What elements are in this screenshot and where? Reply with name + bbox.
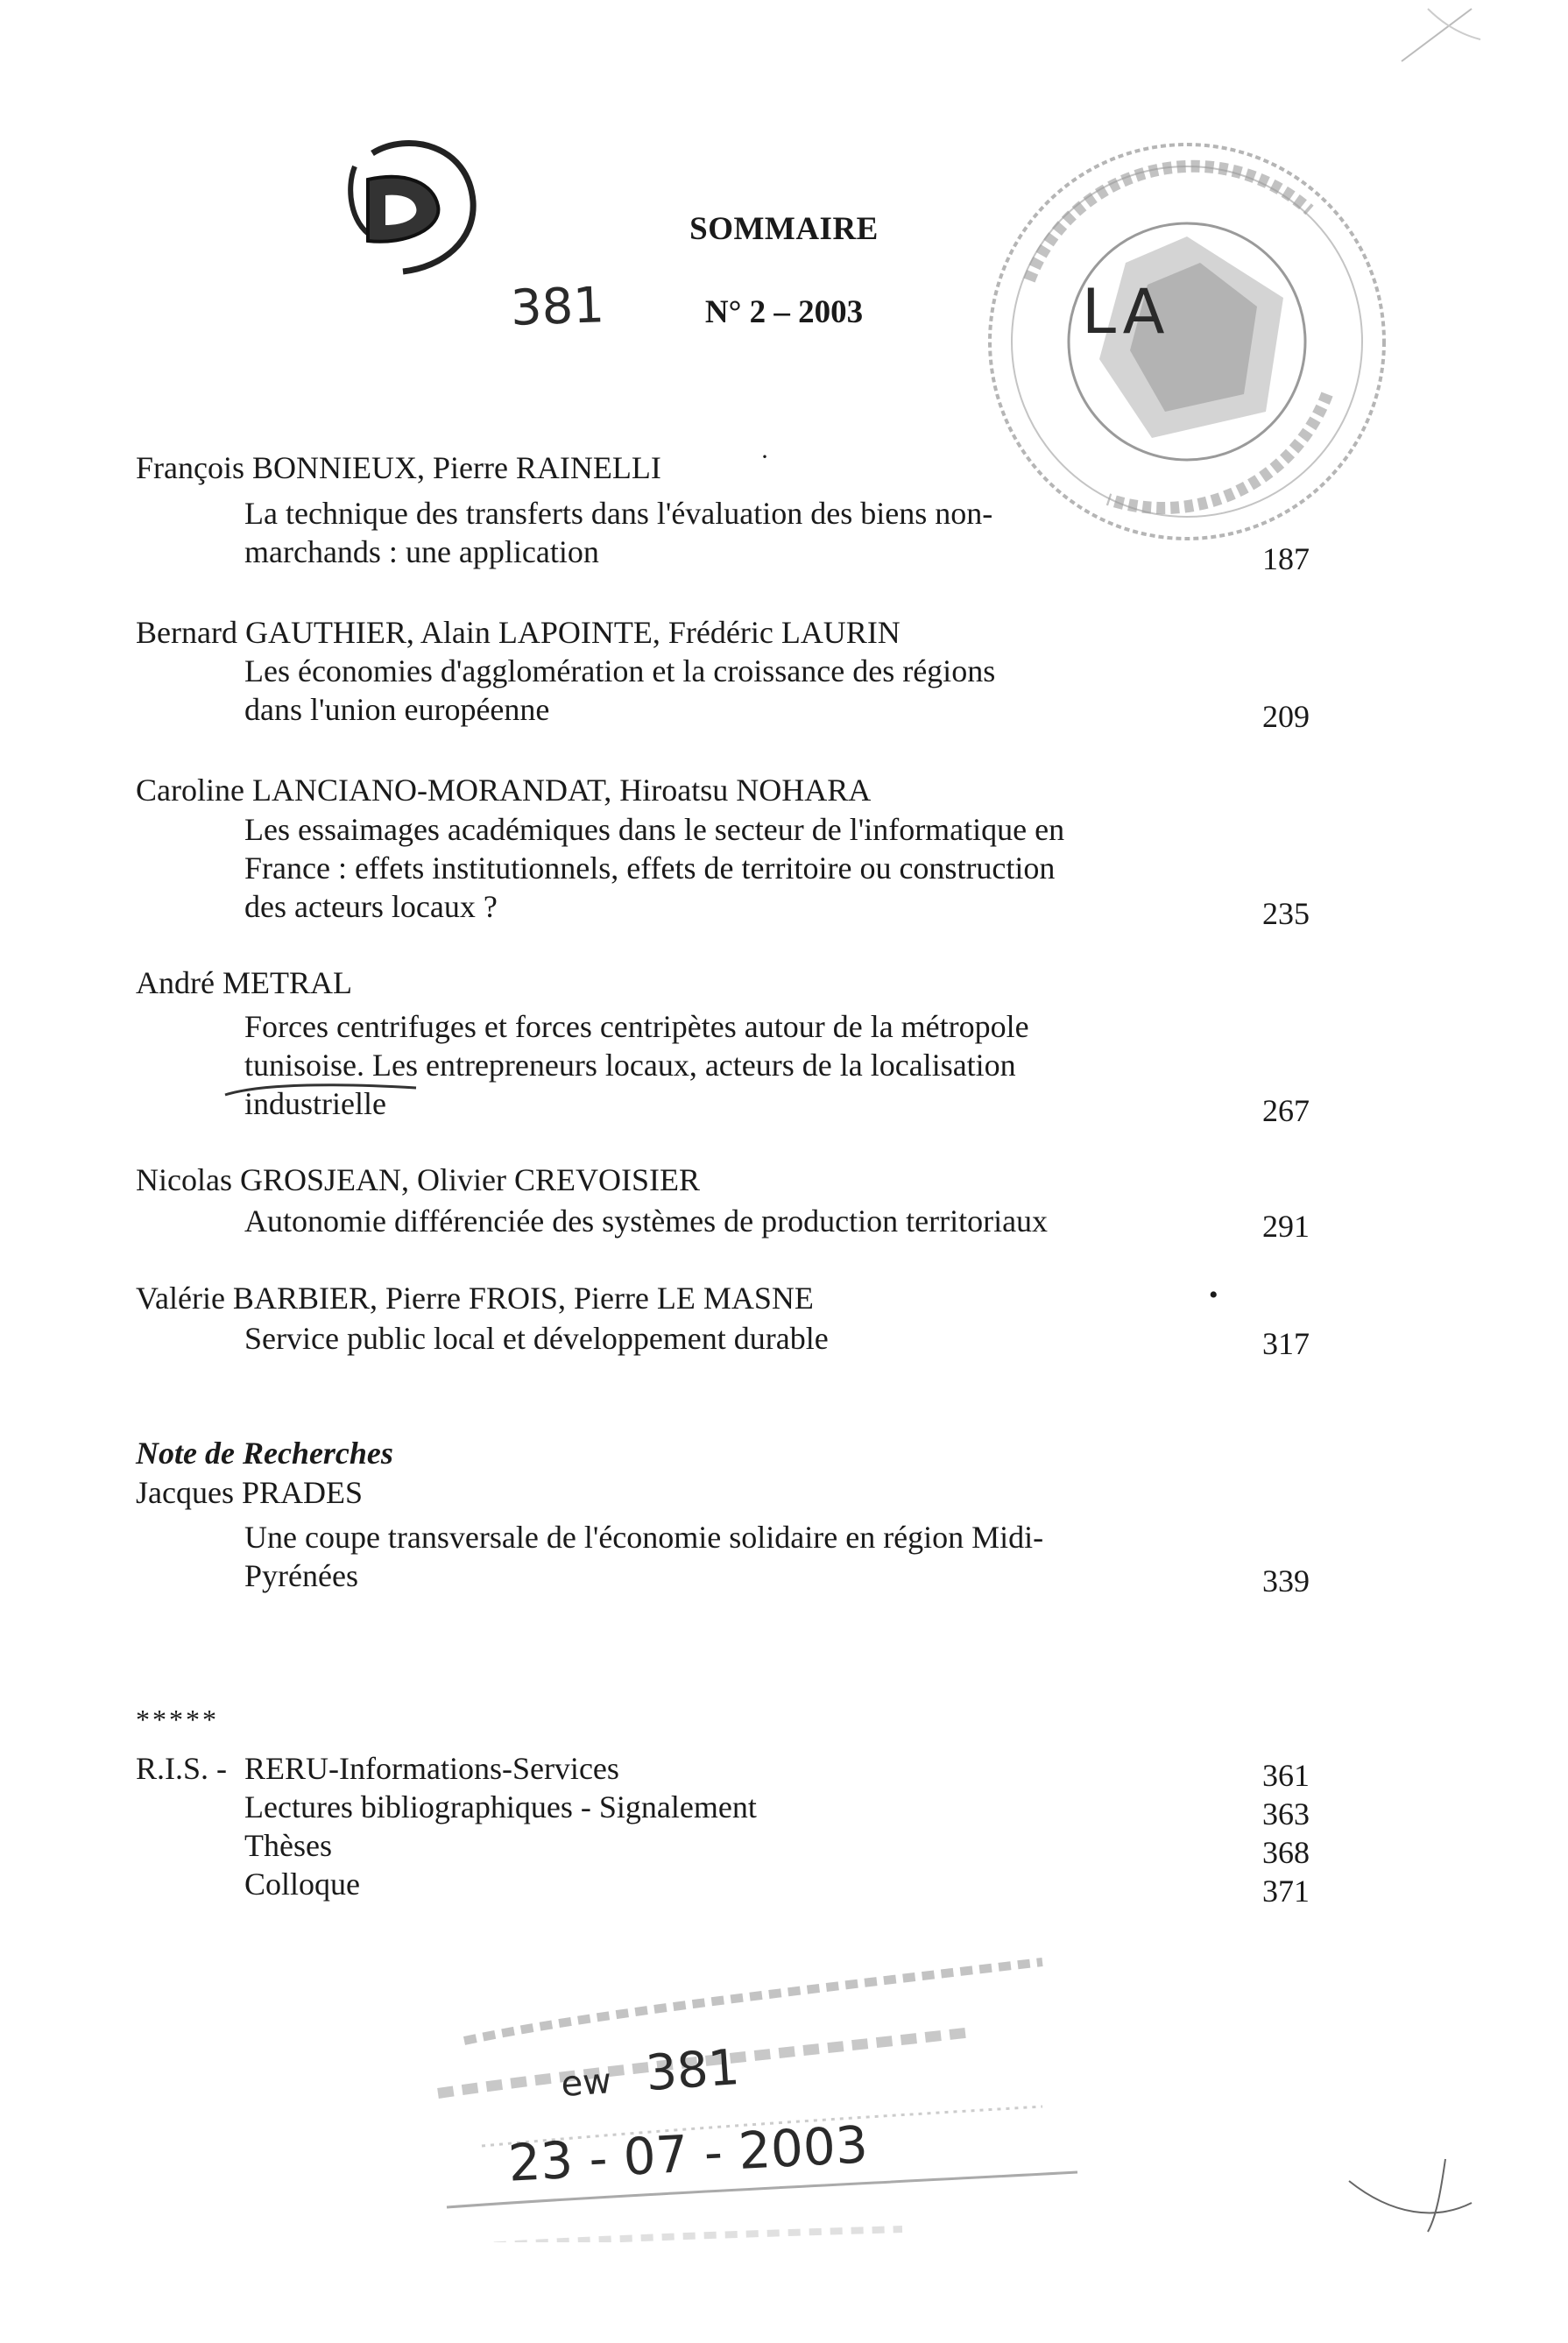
article-3-page: 235 [1262,896,1310,931]
article-2-page: 209 [1262,699,1310,734]
article-5-title-line-1: Autonomie différenciée des systèmes de production territoriaux [244,1203,1049,1239]
research-note-title-line-1: Une coupe transversale de l'économie solidaire en région Midi- [244,1520,1044,1555]
issue-number: N° 2 – 2003 [704,294,864,330]
article-3-authors: Caroline LANCIANO-MORANDAT, Hiroatsu NOHARA [136,773,872,808]
article-1-page: 187 [1262,541,1310,576]
article-2-title-line-2: dans l'union européenne [244,692,550,727]
stamp-handwritten-code: LA [1082,276,1170,348]
article-6-page: 317 [1262,1326,1310,1361]
article-6-authors: Valérie BARBIER, Pierre FROIS, Pierre LE MASNE [136,1281,814,1316]
ris-item-label: Lectures bibliographiques - Signalement [244,1789,757,1824]
article-4-title-line-1: Forces centrifuges et forces centripètes autour de la métropole [244,1009,1029,1044]
article-6-title-line-1: Service public local et développement durable [244,1321,829,1356]
section-separator: ***** [136,1704,219,1735]
article-3-title-line-3: des acteurs locaux ? [244,889,498,924]
article-3-title-line-1: Les essaimages académiques dans le secteur de l'informatique en [244,812,1065,847]
article-2-authors: Bernard GAUTHIER, Alain LAPOINTE, Frédéric LAURIN [136,615,901,650]
library-seal-stamp [977,131,1397,552]
article-4-title-line-2: tunisoise. Les entrepreneurs locaux, acteurs de la localisation [244,1048,1016,1083]
ris-item-label: Colloque [244,1867,360,1902]
registry-number-handwritten: ew 381 [560,2038,742,2106]
handwritten-code: 381 [509,277,605,337]
ris-item-page: 368 [1262,1835,1310,1870]
article-5-authors: Nicolas GROSJEAN, Olivier CREVOISIER [136,1162,700,1197]
handwritten-underline-mark [223,1079,434,1105]
article-2-title-line-1: Les économies d'agglomération et la croissance des régions [244,653,996,688]
ris-item-label: Thèses [244,1828,332,1863]
research-note-title-line-2: Pyrénées [244,1558,358,1593]
registry-date-handwritten: 23 - 07 - 2003 [506,2114,870,2193]
article-4-page: 267 [1262,1093,1310,1128]
corner-pen-mark [1384,0,1489,70]
ris-heading: RERU-Informations-Services [244,1751,619,1786]
stray-dot-mark: • [1209,1281,1218,1309]
research-note-page: 339 [1262,1563,1310,1598]
page-title: SOMMAIRE [689,211,879,247]
article-4-title-line-3: industrielle [244,1086,386,1121]
article-4-authors: André METRAL [136,965,352,1000]
stray-dot-mark: · [760,442,769,471]
corner-pen-mark [1340,2155,1489,2234]
article-1-authors: François BONNIEUX, Pierre RAINELLI [136,450,661,485]
article-1-title-line-2: marchands : une application [244,534,599,569]
ris-item-page: 371 [1262,1874,1310,1909]
article-3-title-line-2: France : effets institutionnels, effets de territoire ou construction [244,850,1056,886]
ris-prefix: R.I.S. - [136,1751,228,1786]
article-5-page: 291 [1262,1209,1310,1244]
corner-d-stamp [320,127,486,276]
research-note-authors: Jacques PRADES [136,1475,363,1510]
article-1-title-line-1: La technique des transferts dans l'évaluation des biens non- [244,496,993,531]
research-note-label: Note de Recherches [136,1436,393,1471]
ris-heading-page: 361 [1262,1758,1310,1793]
ris-item-page: 363 [1262,1796,1310,1831]
